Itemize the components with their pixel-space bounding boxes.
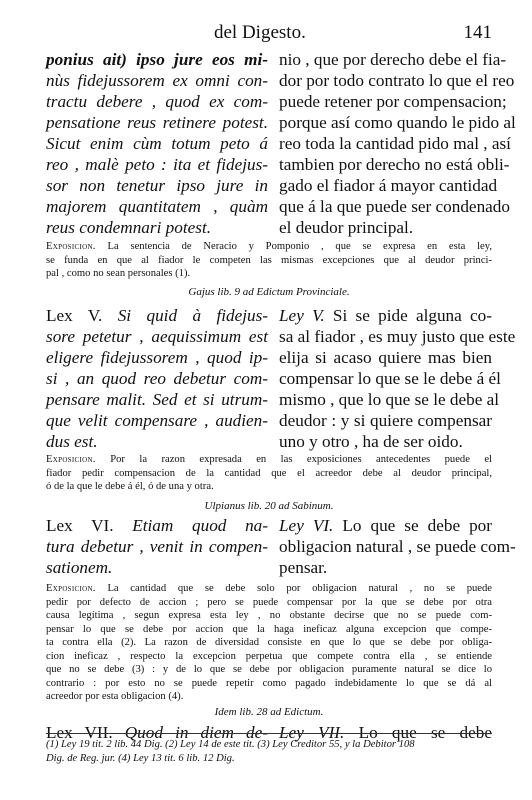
- footnote-rule: [46, 733, 492, 734]
- spanish-line: Lo que se debe: [344, 723, 492, 742]
- latin-line: tura debetur , venit in compen-: [46, 537, 268, 556]
- latin-line: que velit compensare , audien-: [46, 411, 268, 430]
- latin-line: eligere fidejussorem , quod ip-: [46, 348, 268, 367]
- latin-line: pensatione reus retinere potest.: [46, 113, 268, 132]
- spanish-line: gado el fiador á mayor cantidad: [279, 176, 498, 195]
- latin-column-1: [46, 49, 268, 238]
- source-heading-2: [46, 500, 492, 512]
- exposition-2: [46, 453, 492, 494]
- latin-line: reo , malè peto : ita et fidejus-: [46, 155, 268, 174]
- exposition-label: Exposicion.: [46, 241, 96, 252]
- spanish-column-1: [279, 49, 516, 238]
- latin-line: Sicut enim cùm totum peto á: [46, 134, 268, 153]
- spanish-line: que á la que puede ser condenado: [279, 197, 510, 216]
- exposition-label: Exposicion.: [46, 454, 96, 465]
- spanish-line: puede retener por compensacion;: [279, 92, 507, 111]
- latin-line: Si quid à fidejus-: [102, 306, 268, 325]
- source-text: Ulpianus lib. 20 ad Sabinum.: [204, 500, 334, 512]
- exposition-text: cion ineficaz , respecto la excepcion perpetua que compete contra ella , se entiende: [46, 650, 492, 662]
- footnotes: [46, 738, 492, 766]
- latin-line: Etiam quod na-: [113, 516, 268, 535]
- exposition-3: [46, 582, 492, 704]
- spanish-line: porque así como quando le pido al: [279, 113, 516, 132]
- spanish-column-3: [279, 515, 516, 578]
- running-title: del Digesto.: [214, 22, 306, 43]
- exposition-text: pensar lo que se debe por accion que la haga ineficaz alguna excepcion que compe-: [46, 623, 492, 635]
- spanish-column-2: [279, 305, 516, 452]
- spanish-line: tambien por derecho no está obli-: [279, 155, 510, 174]
- lex-heading: Lex VII.: [46, 723, 113, 742]
- spanish-line: sa al fiador , es muy justo que este: [279, 327, 516, 346]
- latin-line: dus est.: [46, 432, 98, 451]
- exposition-text: ta contra ella (2). La razon de diversidad consiste en que lo que se debe por obliga-: [46, 637, 492, 648]
- exposition-text: se funda en que al fiador le competen las mismas excepciones que al deudor princi-: [46, 254, 492, 266]
- spanish-line: mismo , que lo que se le debe al: [279, 390, 500, 409]
- source-text: Gajus lib. 9 ad Edictum Provinciale.: [188, 286, 350, 298]
- spanish-line: Si se pide alguna co-: [324, 306, 492, 325]
- spanish-line: reo toda la cantidad pido mal , así: [279, 134, 511, 153]
- latin-line: sor non tenetur ipso jure in: [46, 176, 268, 195]
- latin-line: pensare malit. Sed et si utrum-: [46, 390, 268, 409]
- latin-line: reus condemnari potest.: [46, 218, 212, 237]
- latin-line: Quod in diem de-: [112, 723, 268, 742]
- exposition-label: Exposicion.: [46, 583, 96, 594]
- spanish-line: Lo que se debe por: [333, 516, 492, 535]
- spanish-line: nio , que por derecho debe el fia-: [279, 50, 507, 69]
- lex-heading: Lex VI.: [46, 516, 114, 535]
- exposition-text: acreedor por esta obligacion (4).: [46, 691, 184, 702]
- spanish-line: obligacion natural , se puede com-: [279, 537, 516, 556]
- exposition-text: contrario : por esto no se puede repetir como pagado indebidamente lo que se dá al: [46, 677, 492, 689]
- exposition-text: La cantidad que se debe solo por obligacion natural , no se puede: [95, 583, 492, 594]
- latin-line: si , an quod reo debetur com-: [46, 369, 268, 388]
- exposition-text: ó de la que le debe á él, ó de una y otra.: [46, 481, 214, 492]
- spanish-line: elija si acaso quiere mas bien: [279, 348, 492, 367]
- exposition-text: pal , como no sean personales (1).: [46, 268, 191, 279]
- latin-line: nùs fidejussorem ex omni con-: [46, 71, 268, 90]
- exposition-text: pedir por defecto de accion ; pero se puede compensar por la que se debe por otra: [46, 596, 492, 608]
- latin-line: sationem.: [46, 558, 113, 577]
- spanish-line: el deudor principal.: [279, 218, 414, 237]
- spanish-line: deudor : y si quiere compensar: [279, 411, 492, 430]
- spanish-line: dor por todo contrato lo que el reo: [279, 71, 515, 90]
- ley-heading: Ley VII.: [279, 723, 345, 742]
- latin-line: majorem quantitatem , quàm: [46, 197, 268, 216]
- source-heading-1: [46, 286, 492, 298]
- latin-column-3: [46, 515, 268, 578]
- exposition-text: causa legítima , segun expresa esta ley , no obstante decirse que no se puede com-: [46, 610, 492, 621]
- latin-line: sore petetur , aequissimum est: [46, 327, 268, 346]
- latin-line: ponius ait) ipso jure eos mi-: [46, 50, 268, 69]
- exposition-text: que no se debe (3) : y de lo que se debe por obligacion puramente natural se dice lo: [46, 664, 492, 675]
- exposition-text: La sentencia de Neracio y Pomponio , que se expresa en esta ley,: [95, 241, 492, 252]
- ley-heading: Ley V.: [279, 306, 325, 325]
- latin-line: tractu debere , quod ex com-: [46, 92, 268, 111]
- exposition-text: Por la razon expresada en las exposiciones antecedentes puede el: [95, 454, 492, 465]
- footnote-line: (1) Ley 19 tit. 2 lib. 44 Dig. (2) Ley 14 de este tit. (3) Ley Creditor 55, y la Debitor 108: [46, 739, 415, 750]
- spanish-line: uno y otro , ha de ser oido.: [279, 432, 463, 451]
- lex-heading: Lex V.: [46, 306, 103, 325]
- source-text: Idem lib. 28 ad Edictum.: [214, 706, 324, 718]
- source-heading-3: [46, 706, 492, 718]
- running-head: [46, 22, 492, 44]
- page-number: 141: [463, 22, 492, 43]
- exposition-text: fiador pedir compensacion de la cantidad que el acreedor debe al deudor principal,: [46, 467, 492, 479]
- exposition-1: [46, 240, 492, 281]
- ley-heading: Ley VI.: [279, 516, 334, 535]
- spanish-line: pensar.: [279, 558, 328, 577]
- spanish-line: compensar lo que se le debe á él: [279, 369, 501, 388]
- latin-column-2: [46, 305, 268, 452]
- footnote-line: Dig. de Reg. jur. (4) Ley 13 tit. 6 lib. 12 Dig.: [46, 753, 235, 764]
